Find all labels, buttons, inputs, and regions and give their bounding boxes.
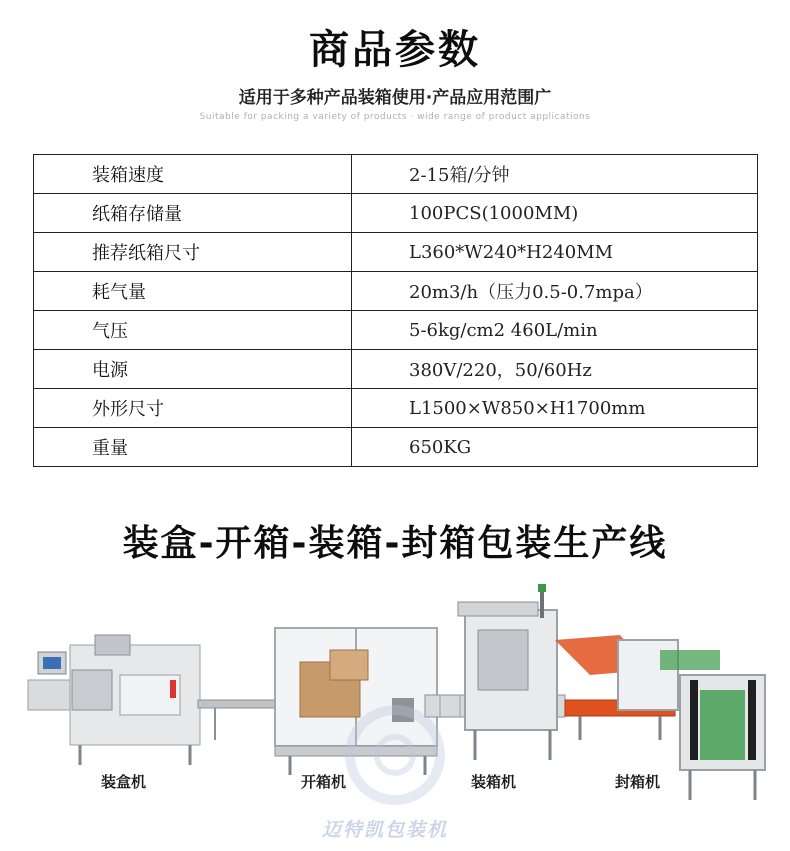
spec-table — [33, 154, 758, 467]
table-row — [34, 428, 758, 467]
brand-watermark: 迈特凯包装机 — [322, 819, 449, 841]
spec-label: 装箱速度 — [34, 155, 352, 194]
table-row — [34, 272, 758, 311]
spec-label: 纸箱存储量 — [34, 194, 352, 233]
spec-label: 耗气量 — [34, 272, 352, 311]
machine-label-case-sealer: 封箱机 — [615, 773, 661, 791]
spec-value: L360*W240*H240MM — [352, 233, 758, 272]
table-row — [34, 155, 758, 194]
case-packer-illustration — [458, 584, 557, 760]
table-row — [34, 350, 758, 389]
machine-label-case-erector: 开箱机 — [301, 773, 347, 791]
spec-label: 推荐纸箱尺寸 — [34, 233, 352, 272]
table-row — [34, 389, 758, 428]
spec-label: 电源 — [34, 350, 352, 389]
spec-value: 20m3/h（压力0.5-0.7mpa） — [352, 272, 758, 311]
production-line-illustration — [0, 580, 790, 840]
page-title: 商品参数 — [309, 27, 481, 73]
production-line-heading: 装盒-开箱-装箱-封箱包装生产线 — [122, 523, 668, 564]
spec-label: 外形尺寸 — [34, 389, 352, 428]
spec-label: 重量 — [34, 428, 352, 467]
machine-label-case-packer: 装箱机 — [471, 773, 517, 791]
spec-value: 100PCS(1000MM) — [352, 194, 758, 233]
cartoning-machine-illustration — [28, 635, 288, 765]
page-subtitle: 适用于多种产品装箱使用·产品应用范围广 — [238, 88, 552, 108]
spec-value: 650KG — [352, 428, 758, 467]
spec-label: 气压 — [34, 311, 352, 350]
table-row — [34, 194, 758, 233]
machine-label-cartoner: 装盒机 — [101, 773, 147, 791]
spec-value: L1500×W850×H1700mm — [352, 389, 758, 428]
spec-value: 380V/220，50/60Hz — [352, 350, 758, 389]
table-row — [34, 233, 758, 272]
page-subtitle-english: Suitable for packing a variety of products · wide range of product applications — [199, 112, 591, 122]
spec-value: 2-15箱/分钟 — [352, 155, 758, 194]
spec-value: 5-6kg/cm2 460L/min — [352, 311, 758, 350]
table-row — [34, 311, 758, 350]
